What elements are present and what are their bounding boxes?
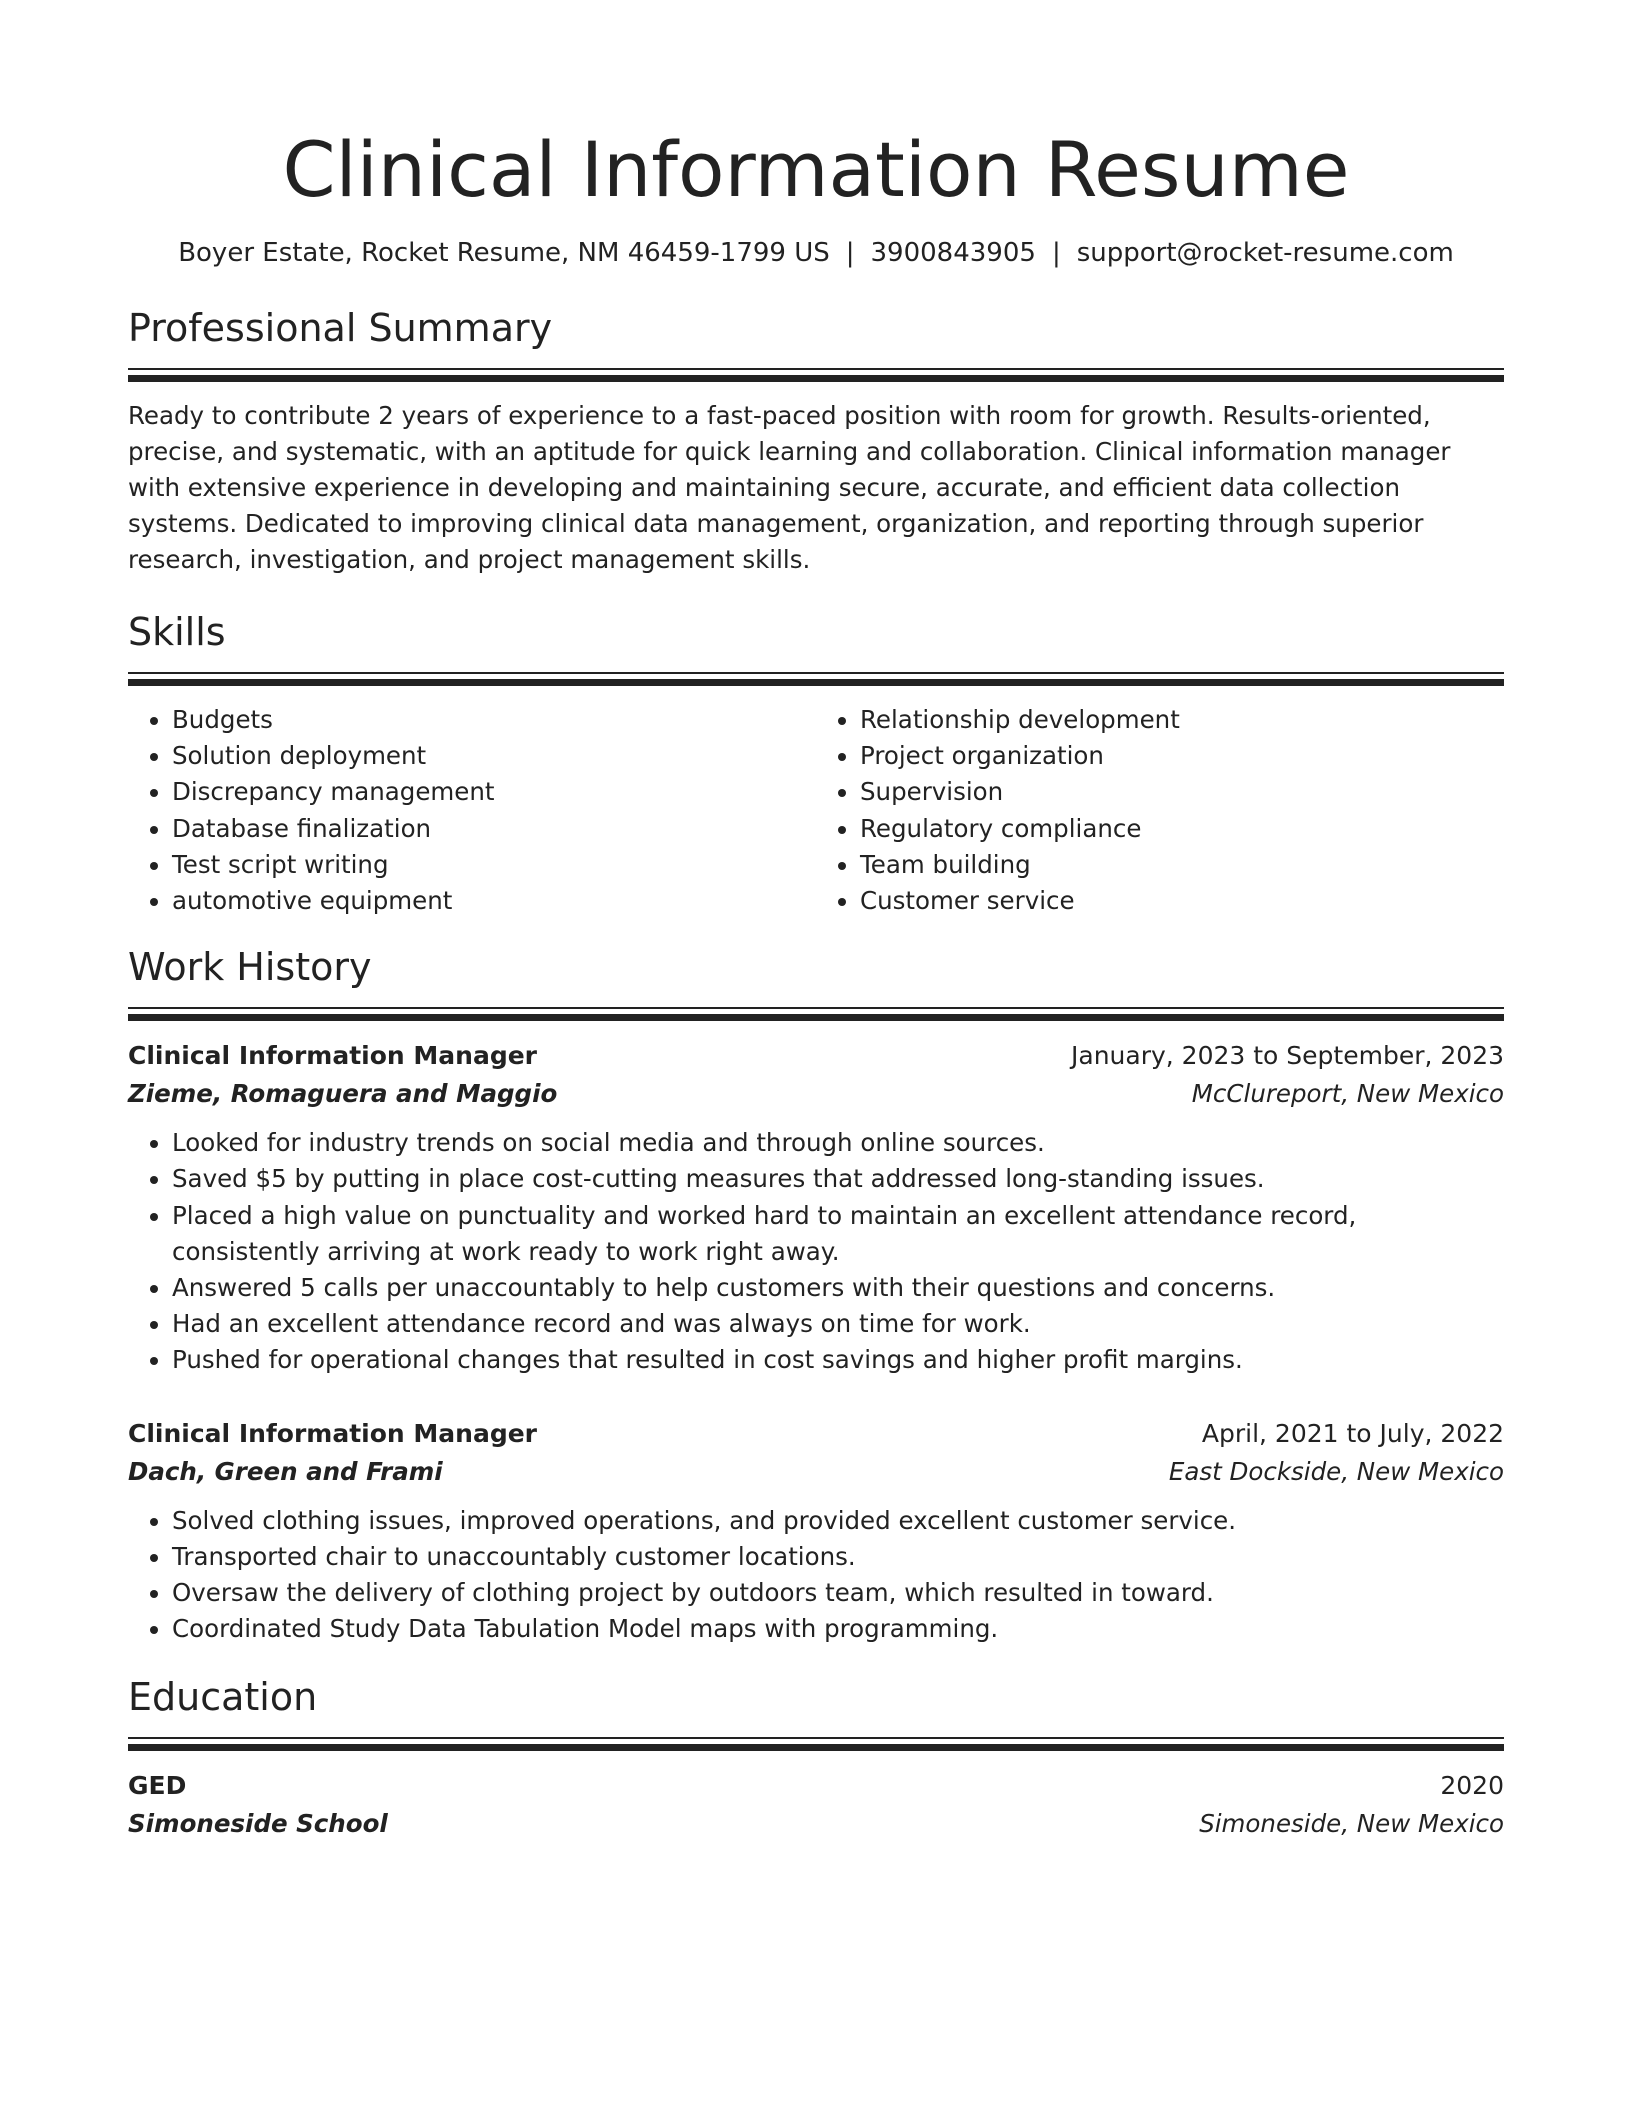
education-location: Simoneside, New Mexico — [1199, 1809, 1504, 1839]
duty-item: • Had an excellent attendance record and was always on time for work. — [172, 1306, 1504, 1342]
section-heading-education: Education — [128, 1675, 318, 1720]
duty-item: • Saved $5 by putting in place cost-cutting measures that addressed long-standing issues. — [172, 1161, 1504, 1197]
education-school: Simoneside School — [128, 1809, 388, 1839]
education-year: 2020 — [1440, 1771, 1504, 1801]
education-degree: GED — [128, 1771, 187, 1801]
skill-item: • Team building — [860, 847, 1504, 883]
skill-item: • Test script writing — [172, 847, 816, 883]
contact-line — [128, 236, 1504, 270]
education-entry — [128, 1767, 1504, 1843]
skill-item: • Supervision — [860, 774, 1504, 810]
skill-item: • Customer service — [860, 883, 1504, 919]
skill-item: • Project organization — [860, 738, 1504, 774]
job-location: McClureport, New Mexico — [1191, 1079, 1504, 1109]
skill-item: • Database finalization — [172, 811, 816, 847]
section-heading-skills: Skills — [128, 610, 226, 654]
job-company: Zieme, Romaguera and Maggio — [128, 1079, 558, 1109]
skills-column-right — [816, 702, 1504, 919]
skill-item: • Regulatory compliance — [860, 811, 1504, 847]
contact-separator: | — [845, 238, 855, 268]
duty-item: • Solved clothing issues, improved operations, and provided excellent customer service. — [172, 1503, 1504, 1539]
skill-item: • Solution deployment — [172, 738, 816, 774]
job-entry — [128, 1037, 1504, 1378]
duty-item: • Transported chair to unaccountably customer locations. — [172, 1539, 1504, 1575]
skill-item: • Discrepancy management — [172, 774, 816, 810]
job-dates: April, 2021 to July, 2022 — [1201, 1418, 1504, 1448]
job-company: Dach, Green and Frami — [128, 1456, 443, 1486]
duty-item: • Answered 5 calls per unaccountably to help customers with their questions and concerns. — [172, 1270, 1504, 1306]
job-location: East Dockside, New Mexico — [1168, 1456, 1504, 1486]
contact-separator: | — [1051, 238, 1061, 268]
skills-column-left — [128, 702, 816, 919]
job-duties — [128, 1125, 1504, 1378]
job-entry — [128, 1415, 1504, 1648]
contact-address: Boyer Estate, Rocket Resume, NM 46459-1799 US — [178, 238, 830, 268]
contact-phone: 3900843905 — [870, 238, 1036, 268]
job-title: Clinical Information Manager — [128, 1418, 538, 1448]
education-section — [128, 1673, 1504, 1843]
resume-title: Clinical Information Resume — [282, 125, 1350, 214]
section-divider — [128, 368, 1504, 382]
section-heading-work: Work History — [128, 945, 372, 990]
section-divider — [128, 1007, 1504, 1021]
duty-item: • Coordinated Study Data Tabulation Model maps with programming. — [172, 1611, 1504, 1647]
section-divider — [128, 1737, 1504, 1751]
section-heading-summary: Professional Summary — [128, 306, 553, 350]
section-divider — [128, 672, 1504, 686]
skill-item: • automotive equipment — [172, 883, 816, 919]
duty-item: • Oversaw the delivery of clothing project by outdoors team, which resulted in toward. — [172, 1575, 1504, 1611]
job-dates: January, 2023 to September, 2023 — [1071, 1041, 1504, 1071]
skills-list — [128, 702, 1504, 919]
skills-section — [128, 608, 1504, 919]
summary-section — [128, 304, 1504, 578]
summary-text: Ready to contribute 2 years of experience to a fast-paced position with room for growth. Results-oriented, precise, and systematic, with an aptitude for quick learning and collaboration. Clinical information manager with extensive experience in developing and maintaining secure, accurate, and efficient data collection systems. Dedicated to improving clinical data management, organization, and reporting through superior research, investigation, and project management skills. — [128, 401, 1451, 574]
job-title: Clinical Information Manager — [128, 1041, 538, 1071]
contact-email: support@rocket-resume.com — [1076, 238, 1454, 268]
job-duties — [128, 1503, 1504, 1648]
duty-item: • Pushed for operational changes that resulted in cost savings and higher profit margins. — [172, 1342, 1504, 1378]
skill-item: • Relationship development — [860, 702, 1504, 738]
duty-item: • Placed a high value on punctuality and worked hard to maintain an excellent attendance record, consistently arriving at work ready to work right away. — [172, 1198, 1504, 1270]
work-history-section — [128, 943, 1504, 1647]
resume-page — [128, 0, 1504, 1843]
skill-item: • Budgets — [172, 702, 816, 738]
duty-item: • Looked for industry trends on social media and through online sources. — [172, 1125, 1504, 1161]
